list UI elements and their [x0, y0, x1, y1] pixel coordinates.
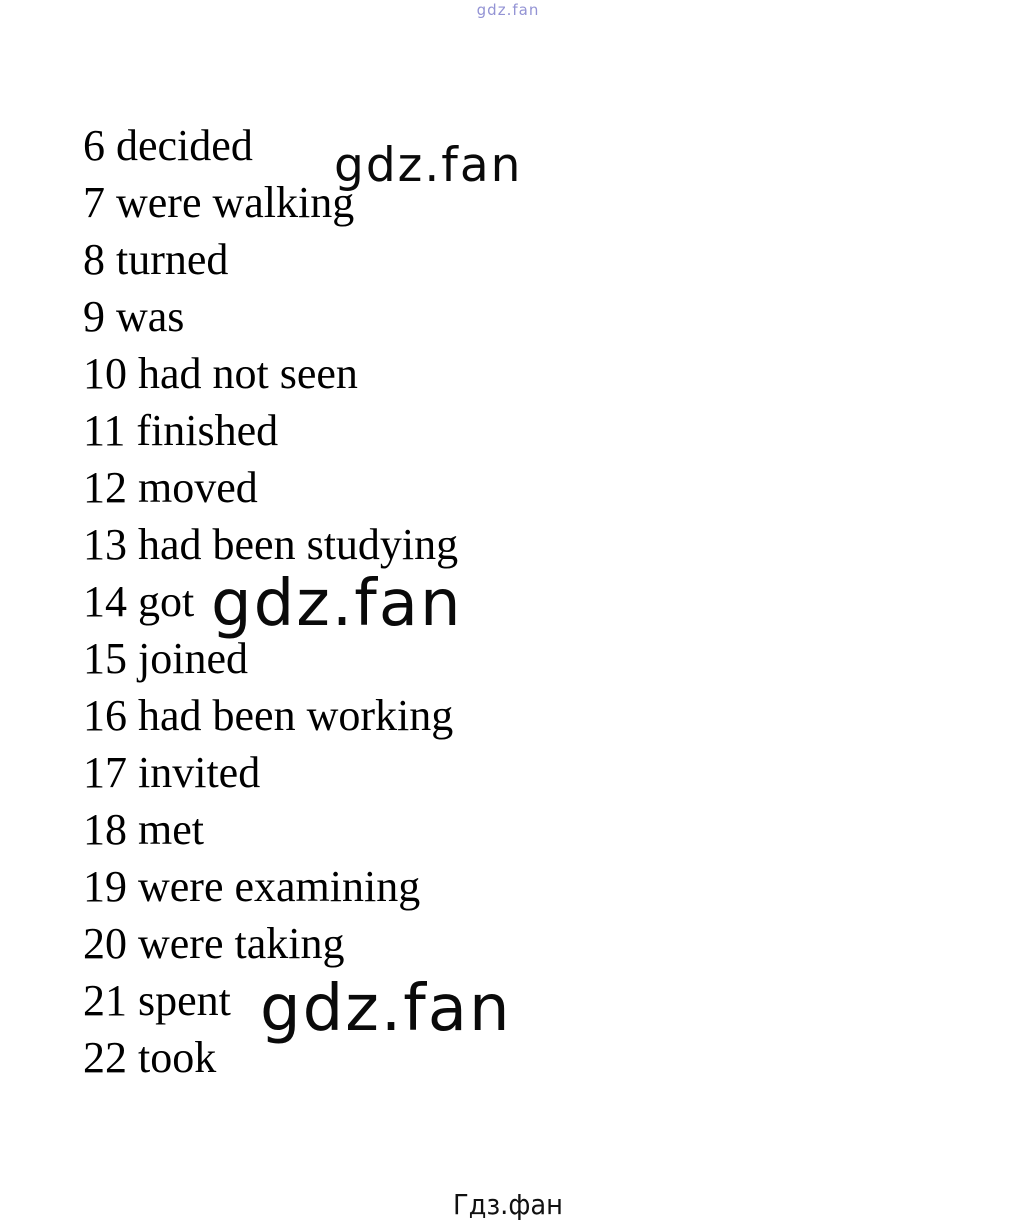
- answer-text: decided: [116, 121, 253, 170]
- answer-number: 10: [83, 349, 127, 398]
- answer-number: 21: [83, 976, 127, 1025]
- answer-row: [83, 345, 458, 402]
- answer-number: 8: [83, 235, 105, 284]
- answer-text: met: [138, 805, 204, 854]
- answer-text: were taking: [138, 919, 345, 968]
- answer-text: took: [138, 1033, 217, 1082]
- answer-text: had not seen: [138, 349, 358, 398]
- answer-number: 18: [83, 805, 127, 854]
- answer-row: [83, 801, 458, 858]
- answer-text: had been working: [138, 691, 454, 740]
- answer-text: joined: [138, 634, 248, 683]
- answer-row: [83, 858, 458, 915]
- answer-number: 15: [83, 634, 127, 683]
- answer-text: got: [138, 577, 195, 626]
- answer-text: was: [116, 292, 185, 341]
- answer-number: 14: [83, 577, 127, 626]
- answer-number: 6: [83, 121, 105, 170]
- answer-text: finished: [136, 406, 279, 455]
- answer-text: moved: [138, 463, 258, 512]
- answer-number: 9: [83, 292, 105, 341]
- top-watermark: gdz.fan: [476, 1, 540, 19]
- answer-number: 20: [83, 919, 127, 968]
- answer-row: [83, 459, 458, 516]
- answer-text: were walking: [116, 178, 355, 227]
- inline-watermark-1: gdz.fan: [334, 138, 523, 193]
- answer-row: [83, 744, 458, 801]
- answer-text: turned: [116, 235, 229, 284]
- answer-number: 13: [83, 520, 127, 569]
- answer-text: were examining: [138, 862, 421, 911]
- inline-watermark-3: gdz.fan: [260, 972, 512, 1046]
- answer-text: had been studying: [138, 520, 459, 569]
- inline-watermark-2: gdz.fan: [211, 567, 463, 641]
- answer-number: 17: [83, 748, 127, 797]
- answer-number: 19: [83, 862, 127, 911]
- answer-number: 16: [83, 691, 127, 740]
- answer-row: [83, 402, 458, 459]
- answer-row: [83, 915, 458, 972]
- footer-watermark: Гдз.фан: [452, 1188, 564, 1221]
- answer-text: spent: [138, 976, 231, 1025]
- answer-row: [83, 288, 458, 345]
- answer-number: 22: [83, 1033, 127, 1082]
- answer-number: 7: [83, 178, 105, 227]
- answer-number: 11: [83, 406, 126, 455]
- answer-number: 12: [83, 463, 127, 512]
- answer-text: invited: [138, 748, 261, 797]
- answer-row: [83, 231, 458, 288]
- answer-row: [83, 516, 458, 573]
- answer-row: [83, 687, 458, 744]
